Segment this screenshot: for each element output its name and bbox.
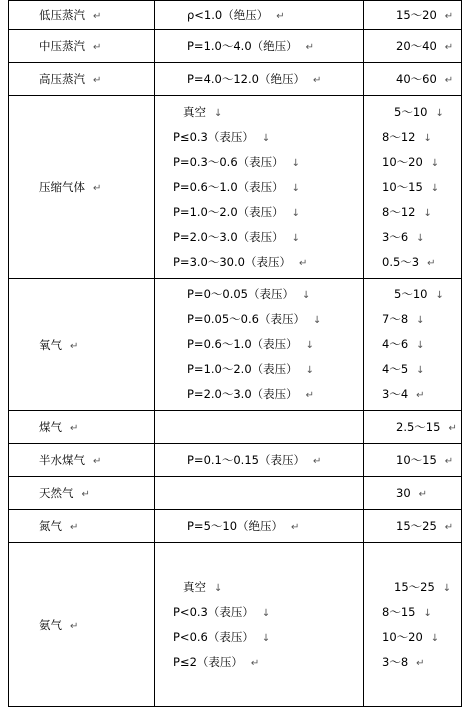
speed-cell: 5～10 ↓ 8～12 ↓ 10～20 ↓ 10～15 ↓ 8～12 ↓ 3～6 ↓ 0.5～3 ↵	[364, 96, 462, 279]
medium-name: 压缩气体 ↵	[9, 96, 155, 279]
table-row	[9, 279, 462, 411]
medium-name: 氧气 ↵	[9, 279, 155, 411]
gas-velocity-table	[8, 0, 462, 707]
speed-cell: 40～60 ↵	[364, 63, 462, 96]
medium-name: 中压蒸汽 ↵	[9, 30, 155, 63]
pressure-cell: P=0.1～0.15（表压） ↵	[155, 444, 364, 477]
pressure-cell: 真空 ↓ P<0.3（表压） ↓ P<0.6（表压） ↓ P≤2（表压） ↵	[155, 543, 364, 707]
table-row	[9, 96, 462, 279]
page-edge	[463, 0, 473, 716]
pressure-cell: P=4.0～12.0（绝压） ↵	[155, 63, 364, 96]
table-row	[9, 63, 462, 96]
medium-name: 天然气 ↵	[9, 477, 155, 510]
table-row	[9, 510, 462, 543]
pressure-cell: ρ<1.0（绝压） ↵	[155, 1, 364, 30]
medium-name: 低压蒸汽 ↵	[9, 1, 155, 30]
speed-cell: 2.5～15 ↵	[364, 411, 462, 444]
table-row	[9, 444, 462, 477]
speed-cell: 10～15 ↵	[364, 444, 462, 477]
medium-name: 高压蒸汽 ↵	[9, 63, 155, 96]
pressure-cell: P=5～10（绝压） ↵	[155, 510, 364, 543]
speed-cell: 15～25 ↓ 8～15 ↓ 10～20 ↓ 3～8 ↵	[364, 543, 462, 707]
speed-cell: 20～40 ↵	[364, 30, 462, 63]
medium-name: 氮气 ↵	[9, 510, 155, 543]
pressure-cell: P=0～0.05（表压） ↓ P=0.05～0.6（表压） ↓ P=0.6～1.0（表压） ↓ P=1.0～2.0（表压） ↓ P=2.0～3.0（表压） ↵	[155, 279, 364, 411]
table-row	[9, 1, 462, 30]
speed-cell: 15～25 ↵	[364, 510, 462, 543]
pressure-cell	[155, 411, 364, 444]
table-row	[9, 543, 462, 707]
pressure-cell: P=1.0～4.0（绝压） ↵	[155, 30, 364, 63]
speed-cell: 15～20 ↵	[364, 1, 462, 30]
speed-cell: 5～10 ↓ 7～8 ↓ 4～6 ↓ 4～5 ↓ 3～4 ↵	[364, 279, 462, 411]
pressure-cell	[155, 477, 364, 510]
medium-name: 半水煤气 ↵	[9, 444, 155, 477]
speed-cell: 30 ↵	[364, 477, 462, 510]
table-row	[9, 411, 462, 444]
pressure-cell: 真空 ↓ P≤0.3（表压） ↓ P=0.3～0.6（表压） ↓ P=0.6～1.0（表压） ↓ P=1.0～2.0（表压） ↓ P=2.0～3.0（表压） ↓ P=3.0～30.0（表压） ↵	[155, 96, 364, 279]
table-row	[9, 30, 462, 63]
table-row	[9, 477, 462, 510]
medium-name: 氨气 ↵	[9, 543, 155, 707]
medium-name: 煤气 ↵	[9, 411, 155, 444]
